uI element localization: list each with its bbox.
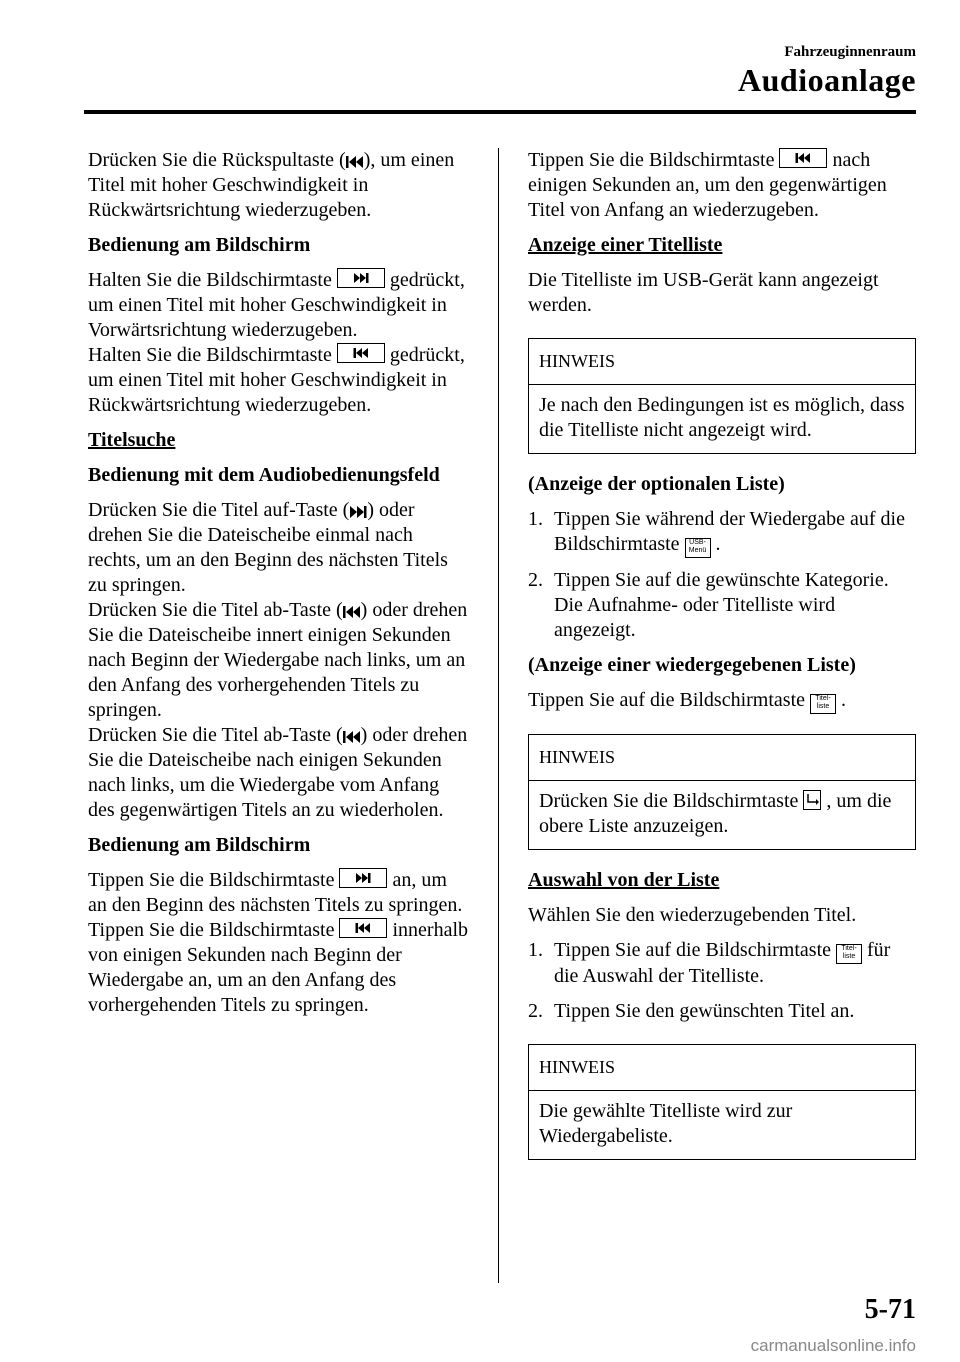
skip-back-button-icon <box>779 148 827 168</box>
section-heading: Titelsuche <box>88 429 176 451</box>
paragraph: Tippen Sie die Bildschirmtaste nach einigen Sekunden an, um den gegenwärtigen Titel von Anfang an wiederzugeben. <box>528 149 887 221</box>
list-item: 1. Tippen Sie auf die Bildschirmtaste Titel-liste für die Auswahl der Titelliste. <box>528 939 891 987</box>
subheading: (Anzeige der optionalen Liste) <box>528 473 785 495</box>
titelliste-icon: Titel-liste <box>836 944 862 964</box>
usb-menu-icon: USB-Menü <box>685 538 711 558</box>
page-title: Audioanlage <box>738 62 916 98</box>
skip-forward-button-icon <box>337 268 385 288</box>
return-icon <box>803 790 821 810</box>
skip-back-button-icon <box>337 343 385 363</box>
paragraph: Tippen Sie auf die Bildschirmtaste Titel-liste . <box>528 688 916 714</box>
track-down-icon <box>343 605 361 619</box>
track-down-icon <box>343 730 361 744</box>
header-section: Fahrzeuginnenraum <box>784 44 916 60</box>
note-text: Die gewählte Titelliste wird zur Wiedergabeliste. <box>539 1100 793 1147</box>
titelliste-icon: Titel-liste <box>810 694 836 714</box>
paragraph: Tippen Sie die Bildschirmtaste innerhalb von einigen Sekunden nach Beginn der Wiedergabe an, um an den Anfang des vorhergehenden Titels zu springen. <box>88 919 469 1016</box>
steps-list <box>528 938 916 1024</box>
list-item: 2. Tippen Sie auf die gewünschte Kategorie. Die Aufnahme- oder Titelliste wird angezeigt. <box>528 569 889 641</box>
subheading: Bedienung am Bildschirm <box>88 234 311 256</box>
note-box <box>528 1044 916 1160</box>
watermark: carmanualsonline.info <box>750 1336 916 1355</box>
rewind-icon <box>346 155 364 169</box>
column-divider <box>498 148 499 1283</box>
steps-list <box>528 507 916 643</box>
paragraph: Die Titelliste im USB-Gerät kann angezeigt werden. <box>528 269 879 316</box>
skip-back-button-icon <box>339 918 387 938</box>
note-text: Drücken Sie die Bildschirmtaste , um die obere Liste anzuzeigen. <box>539 790 892 837</box>
paragraph: Drücken Sie die Titel ab-Taste ( ) oder drehen Sie die Dateischeibe innert einigen Sekunden nach Beginn der Wiedergabe nach links, um an den Anfang des vorhergehenden Titels zu springen. <box>88 599 468 721</box>
paragraph: Halten Sie die Bildschirmtaste gedrückt, um einen Titel mit hoher Geschwindigkeit in Rückwärtsrichtung wiederzugeben. <box>88 344 465 416</box>
subheading: Bedienung am Bildschirm <box>88 834 311 856</box>
paragraph: Drücken Sie die Titel auf-Taste ( ) oder drehen Sie die Dateischeibe einmal nach rechts, um an den Beginn des nächsten Titels zu springen. <box>88 499 448 596</box>
track-up-icon <box>349 505 367 519</box>
note-text: Je nach den Bedingungen ist es möglich, dass die Titelliste nicht angezeigt wird. <box>539 394 905 441</box>
subheading: (Anzeige einer wiedergegebenen Liste) <box>528 654 856 676</box>
right-column <box>528 148 916 1178</box>
subheading: Bedienung mit dem Audiobedienungsfeld <box>88 464 440 486</box>
note-box <box>528 338 916 454</box>
left-column <box>88 148 470 1028</box>
list-item: 2. Tippen Sie den gewünschten Titel an. <box>528 1000 855 1022</box>
paragraph: Halten Sie die Bildschirmtaste gedrückt, um einen Titel mit hoher Geschwindigkeit in Vorwärtsrichtung wiederzugeben. <box>88 269 465 341</box>
skip-forward-button-icon <box>339 868 387 888</box>
paragraph: Wählen Sie den wiederzugebenden Titel. <box>528 904 857 926</box>
section-heading: Auswahl von der Liste <box>528 869 720 891</box>
note-heading: HINWEIS <box>529 339 915 385</box>
section-heading: Anzeige einer Titelliste <box>528 234 723 256</box>
note-heading: HINWEIS <box>529 735 915 781</box>
list-item: 1. Tippen Sie während der Wiedergabe auf die Bildschirmtaste USB-Menü . <box>528 507 916 558</box>
paragraph: Tippen Sie die Bildschirmtaste an, um an den Beginn des nächsten Titels zu springen. <box>88 869 463 916</box>
page-number: 5-71 <box>864 1294 916 1325</box>
header-rule <box>84 110 916 114</box>
note-heading: HINWEIS <box>529 1045 915 1091</box>
note-box <box>528 734 916 850</box>
paragraph: Drücken Sie die Titel ab-Taste ( ) oder drehen Sie die Dateischeibe nach einigen Sekunden nach links, um die Wiedergabe vom Anfang des gegenwärtigen Titels an zu wiederholen. <box>88 724 468 821</box>
paragraph: Drücken Sie die Rückspultaste ( ), um einen Titel mit hoher Geschwindigkeit in Rückwärtsrichtung wiederzugeben. <box>88 149 455 221</box>
